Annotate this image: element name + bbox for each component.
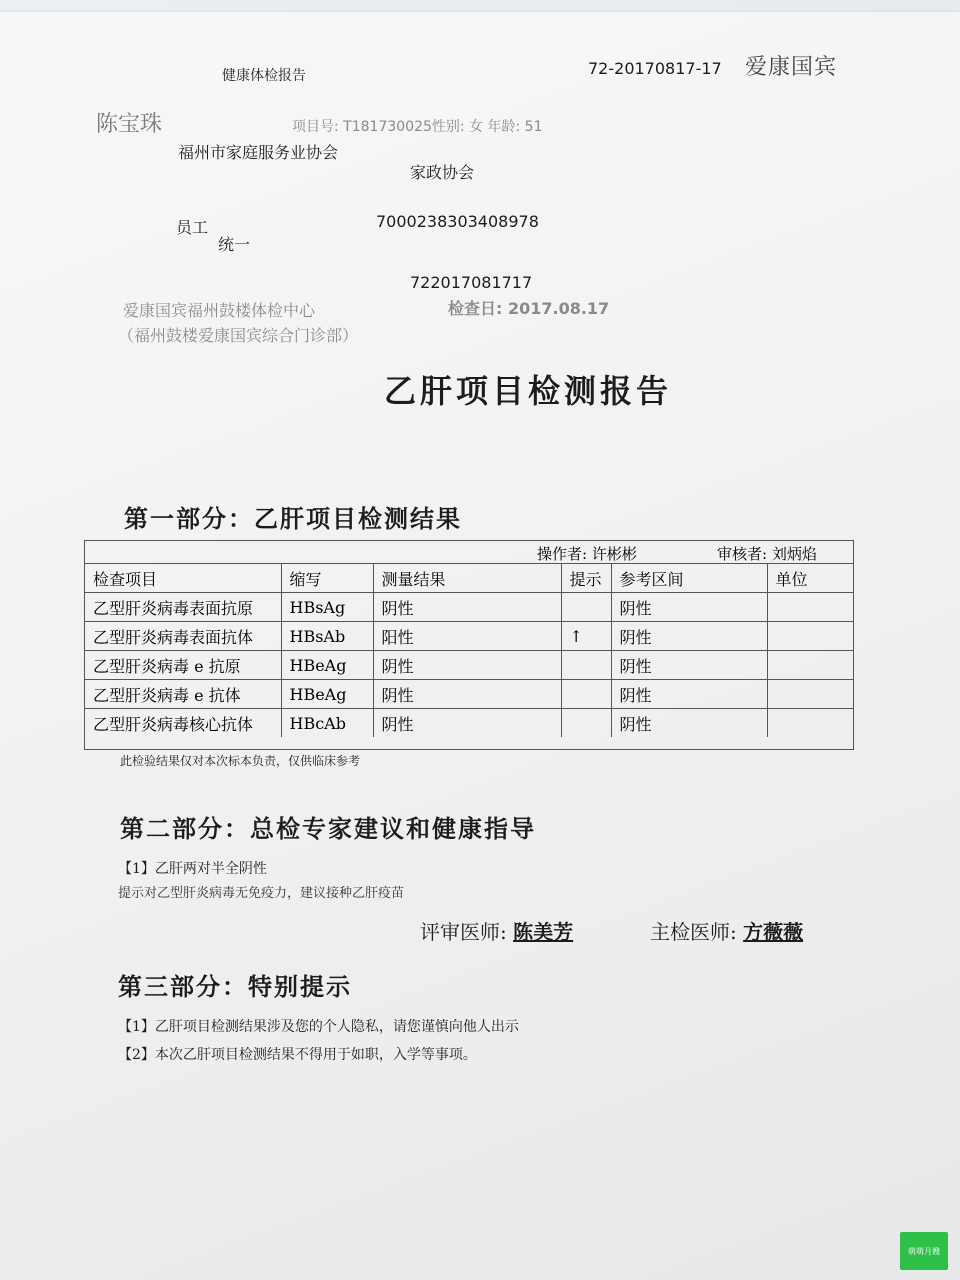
patient-info-line: 项目号: T181730025性别: 女 年龄: 51 bbox=[292, 119, 543, 135]
test-abbreviation: HBsAb bbox=[281, 622, 373, 651]
tip-item-2: 【2】本次乙肝项目检测结果不得用于如职，入学等事项。 bbox=[118, 1047, 477, 1063]
table-row bbox=[85, 651, 853, 680]
column-header: 缩写 bbox=[281, 564, 373, 593]
reference-range: 阴性 bbox=[611, 593, 767, 622]
test-item: 乙型肝炎病毒 e 抗体 bbox=[85, 680, 281, 709]
employee-label: 员工 bbox=[176, 218, 209, 237]
barcode-number: 722017081717 bbox=[410, 273, 533, 292]
chief-signature: 方薇薇 bbox=[743, 920, 804, 944]
column-header: 单位 bbox=[767, 564, 853, 593]
test-item: 乙型肝炎病毒核心抗体 bbox=[85, 709, 281, 738]
exam-date: 检查日: 2017.08.17 bbox=[448, 299, 610, 318]
column-header: 提示 bbox=[561, 564, 611, 593]
test-hint bbox=[561, 593, 611, 622]
test-abbreviation: HBcAb bbox=[281, 709, 373, 738]
test-result: 阳性 bbox=[373, 622, 561, 651]
test-item: 乙型肝炎病毒 e 抗原 bbox=[85, 651, 281, 680]
test-result: 阴性 bbox=[373, 593, 561, 622]
reference-range: 阴性 bbox=[611, 651, 767, 680]
exam-center-subtitle: （福州鼓楼爱康国宾综合门诊部） bbox=[118, 326, 359, 345]
reviewer-label: 评审医师: bbox=[420, 920, 507, 944]
test-hint bbox=[561, 709, 611, 738]
test-result: 阴性 bbox=[373, 709, 561, 738]
unit bbox=[767, 680, 853, 709]
patient-name: 陈宝珠 bbox=[96, 112, 163, 137]
table-row bbox=[85, 622, 853, 651]
column-header: 参考区间 bbox=[611, 564, 767, 593]
unit bbox=[767, 593, 853, 622]
exam-center-name: 爱康国宾福州鼓楼体检中心 bbox=[123, 301, 316, 320]
report-code: 72-20170817-17 bbox=[588, 59, 722, 78]
test-result: 阴性 bbox=[373, 680, 561, 709]
brand-logo-text: 爱康国宾 bbox=[745, 55, 838, 80]
table-row bbox=[85, 593, 853, 622]
column-header: 测量结果 bbox=[373, 564, 561, 593]
unit bbox=[767, 622, 853, 651]
test-item: 乙型肝炎病毒表面抗原 bbox=[85, 593, 281, 622]
table-row bbox=[85, 709, 853, 738]
test-item: 乙型肝炎病毒表面抗体 bbox=[85, 622, 281, 651]
table-row bbox=[85, 680, 853, 709]
operator-row bbox=[85, 541, 853, 564]
chief-doctor bbox=[650, 916, 803, 945]
unit bbox=[767, 709, 853, 738]
overlay-app-button[interactable]: 萌萌月嫂 bbox=[900, 1232, 948, 1270]
test-abbreviation: HBsAg bbox=[281, 593, 373, 622]
table-header-row bbox=[85, 564, 853, 593]
advice-item-1: 【1】乙肝两对半全阴性 bbox=[118, 861, 267, 877]
report-type: 健康体检报告 bbox=[222, 68, 306, 84]
tip-item-1: 【1】乙肝项目检测结果涉及您的个人隐私，请您谨慎向他人出示 bbox=[118, 1019, 519, 1035]
reviewer-name: 审核者: 刘炳焰 bbox=[717, 545, 817, 563]
reviewing-doctor bbox=[420, 916, 573, 945]
results-table-frame bbox=[84, 540, 854, 750]
test-abbreviation: HBeAg bbox=[281, 651, 373, 680]
report-page bbox=[0, 12, 960, 1280]
section-3-title: 第三部分：特别提示 bbox=[118, 972, 352, 1001]
unify-label: 统一 bbox=[218, 235, 251, 254]
report-title: 乙肝项目检测报告 bbox=[384, 372, 673, 410]
reference-range: 阴性 bbox=[611, 622, 767, 651]
results-footnote: 此检验结果仅对本次标本负责，仅供临床参考 bbox=[120, 754, 361, 768]
organization-line-1: 福州市家庭服务业协会 bbox=[178, 143, 339, 162]
advice-item-2: 提示对乙型肝炎病毒无免疫力，建议接种乙肝疫苗 bbox=[118, 886, 405, 901]
chief-label: 主检医师: bbox=[650, 920, 737, 944]
test-result: 阴性 bbox=[373, 651, 561, 680]
operator-name: 操作者: 许彬彬 bbox=[537, 545, 637, 563]
column-header: 检查项目 bbox=[85, 564, 281, 593]
reviewer-signature: 陈美芳 bbox=[513, 920, 574, 944]
test-abbreviation: HBeAg bbox=[281, 680, 373, 709]
reference-range: 阴性 bbox=[611, 680, 767, 709]
employee-id: 7000238303408978 bbox=[376, 212, 539, 231]
results-table bbox=[85, 564, 853, 737]
reference-range: 阴性 bbox=[611, 709, 767, 738]
up-arrow-icon: ↑ bbox=[561, 622, 611, 651]
section-1-title: 第一部分：乙肝项目检测结果 bbox=[124, 504, 462, 533]
unit bbox=[767, 651, 853, 680]
test-hint bbox=[561, 680, 611, 709]
organization-line-2: 家政协会 bbox=[410, 163, 475, 182]
test-hint bbox=[561, 651, 611, 680]
section-2-title: 第二部分：总检专家建议和健康指导 bbox=[120, 814, 536, 843]
